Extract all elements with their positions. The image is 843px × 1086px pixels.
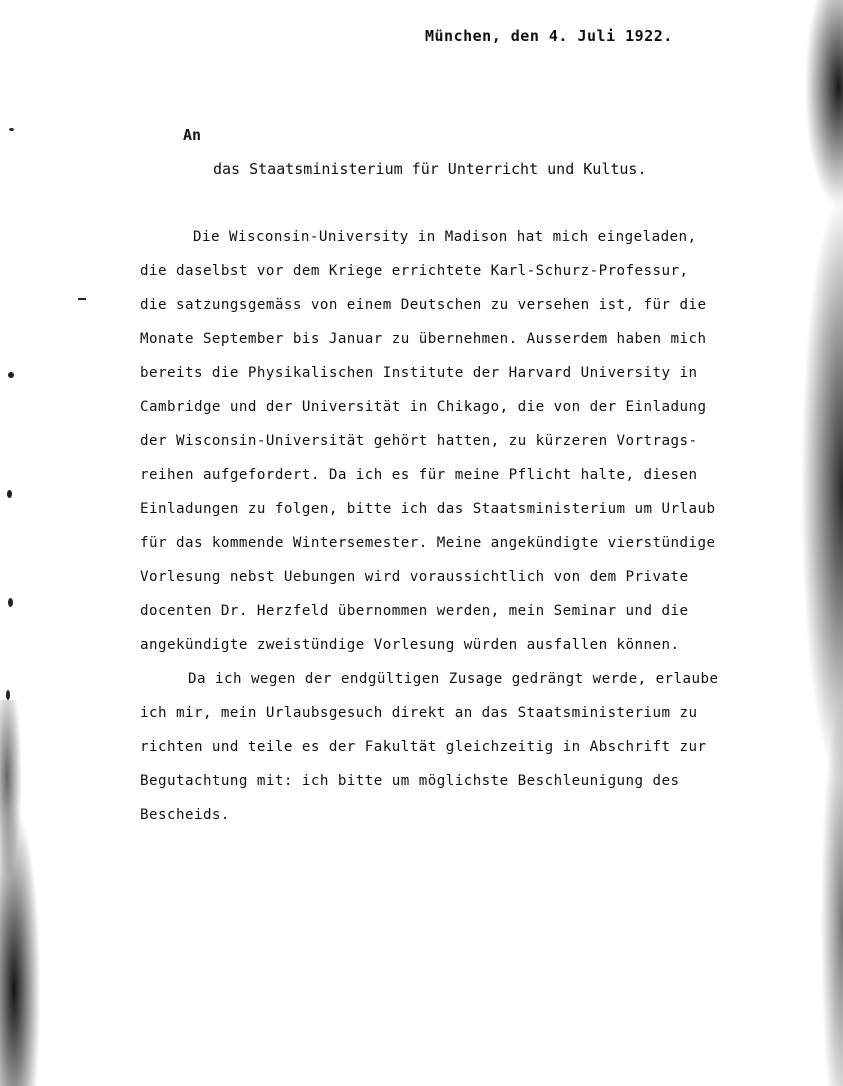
scan-speck: [8, 372, 14, 378]
body-line: für das kommende Wintersemester. Meine angekündigte vierstündige: [140, 535, 716, 551]
scan-speck: [6, 690, 10, 700]
body-line: Vorlesung nebst Uebungen wird voraussichtlich von dem Private: [140, 569, 689, 585]
body-line: Cambridge und der Universität in Chikago, die von der Einladung: [140, 399, 707, 415]
letter-date: München, den 4. Juli 1922.: [425, 27, 673, 45]
letter-recipient: das Staatsministerium für Unterricht und Kultus.: [213, 160, 647, 178]
body-line: docenten Dr. Herzfeld übernommen werden, mein Seminar und die: [140, 603, 689, 619]
letter-body: [140, 226, 830, 838]
letter-salutation: An: [183, 126, 202, 144]
margin-mark: [78, 298, 86, 300]
body-line: angekündigte zweistündige Vorlesung würden ausfallen können.: [140, 637, 680, 653]
body-line: die daselbst vor dem Kriege errichtete Karl-Schurz-Professur,: [140, 263, 689, 279]
body-line: die satzungsgemäss von einem Deutschen zu versehen ist, für die: [140, 297, 707, 313]
body-line: Begutachtung mit: ich bitte um möglichste Beschleunigung des: [140, 773, 680, 789]
body-line: Bescheids.: [140, 807, 230, 823]
scan-speck: [8, 598, 13, 607]
scan-speck: [7, 490, 12, 498]
body-line: richten und teile es der Fakultät gleichzeitig in Abschrift zur: [140, 739, 707, 755]
body-line: Die Wisconsin-University in Madison hat mich eingeladen,: [193, 229, 697, 245]
body-line: bereits die Physikalischen Institute der Harvard University in: [140, 365, 698, 381]
body-line: der Wisconsin-Universität gehört hatten, zu kürzeren Vortrags-: [140, 433, 698, 449]
body-line: ich mir, mein Urlaubsgesuch direkt an das Staatsministerium zu: [140, 705, 698, 721]
body-line: Monate September bis Januar zu übernehmen. Ausserdem haben mich: [140, 331, 707, 347]
scan-shadow-left: [0, 700, 70, 1086]
body-line: Einladungen zu folgen, bitte ich das Staatsministerium um Urlaub: [140, 501, 716, 517]
body-line: reihen aufgefordert. Da ich es für meine Pflicht halte, diesen: [140, 467, 698, 483]
body-line: Da ich wegen der endgültigen Zusage gedrängt werde, erlaube: [188, 671, 719, 687]
scan-speck: [9, 128, 14, 131]
